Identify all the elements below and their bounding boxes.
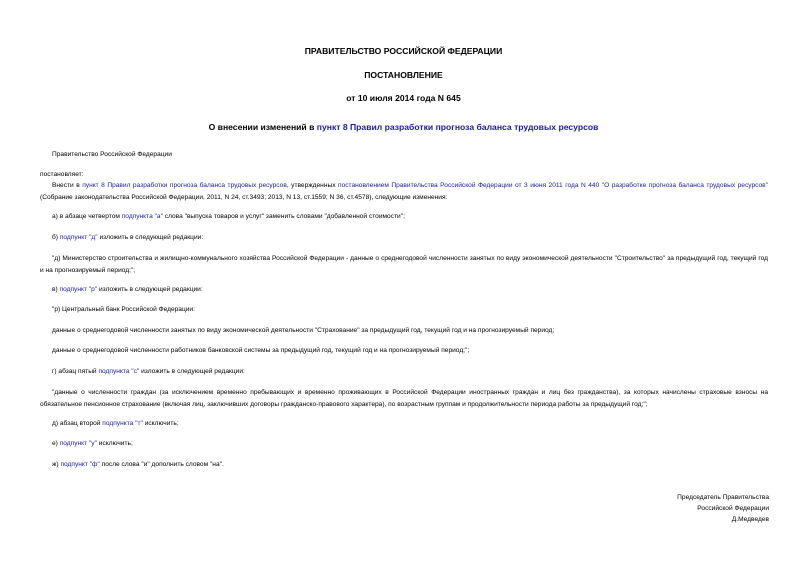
item-g-link[interactable]: подпункта "с" <box>98 368 140 375</box>
title-link[interactable]: пункт 8 Правил разработки прогноза баланса трудовых ресурсов <box>316 122 599 132</box>
item-v-post: изложить в следующей редакции: <box>97 286 203 293</box>
item-zh <box>40 459 768 471</box>
item-dd-text: д) абзац второй <box>52 420 103 427</box>
item-e <box>40 438 768 450</box>
item-g <box>40 366 768 378</box>
item-v <box>40 284 768 296</box>
resolves-paragraph: постановляет: <box>40 171 84 178</box>
signature-name: Д.Медведев <box>731 516 769 523</box>
signature-country: Российской Федерации <box>697 505 769 512</box>
item-b-post: изложить в следующей редакции: <box>97 234 204 241</box>
item-g-post: изложить в следующей редакции: <box>139 368 245 375</box>
subitem-r-item1: данные о среднегодовой численности занятых по виду экономической деятельности "Страхование" за предыдущий год, текущий год и на прогнозируемый период; <box>52 327 555 334</box>
intro-paragraph: Правительство Российской Федерации <box>52 151 172 158</box>
title-prefix: О внесении изменений в <box>208 122 317 132</box>
signature-position: Председатель Правительства <box>677 494 769 501</box>
document-type: ПОСТАНОВЛЕНИЕ <box>364 70 443 80</box>
item-b <box>40 232 768 244</box>
item-dd <box>40 418 768 430</box>
government-heading: ПРАВИТЕЛЬСТВО РОССИЙСКОЙ ФЕДЕРАЦИИ <box>304 46 503 56</box>
item-dd-post: исключить; <box>142 420 179 427</box>
item-e-link[interactable]: подпункт "у" <box>59 440 97 447</box>
item-v-link[interactable]: подпункт "р" <box>59 286 98 293</box>
item-a-text: а) в абзаце четвертом <box>52 213 122 220</box>
item-zh-post: после слова "и" дополнить словом "на". <box>99 461 224 468</box>
main-link-resolution[interactable]: постановлением Правительства Российской Федерации от 3 июня 2011 года N 440 "О разработке прогноза баланса трудовых ресурсов" <box>338 182 769 189</box>
item-a-link[interactable]: подпункта "а" <box>121 213 163 220</box>
item-e-post: исключить; <box>96 440 133 447</box>
item-zh-text: ж) <box>52 461 61 468</box>
item-g-text: г) абзац пятый <box>52 368 99 375</box>
signature-block <box>677 492 769 525</box>
subitem-s-text: "данные о численности граждан (за исключением временно пребывающих и временно проживающих в Российской Федерации иностранных граждан и лиц без гражданства), за которых начислены страховые взносы на обязательное пенсионное страхование (включая лиц, заключивших договоры гражданско-правового характера), по возрастным группам и продолжительности периода работы за предыдущий год;"; <box>40 389 768 409</box>
document-title <box>0 122 807 132</box>
main-link-rules[interactable]: пункт 8 Правил разработки прогноза баланса трудовых ресурсов <box>82 182 287 189</box>
main-text-c: (Собрание законодательства Российской Федерации, 2011, N 24, ст.3493; 2013, N 13, ст.1559; N 36, ст.4578), следующие изменения: <box>40 194 448 202</box>
item-b-link[interactable]: подпункт "д" <box>59 234 98 241</box>
item-dd-link[interactable]: подпункта "т" <box>102 420 143 427</box>
item-v-text: в) <box>52 286 60 293</box>
item-b-text: б) <box>52 234 60 241</box>
main-text-b: , утвержденных <box>286 182 338 189</box>
item-a-post: слова "выпуска товаров и услуг" заменить словами "добавленной стоимости"; <box>162 213 405 220</box>
subitem-d-text: "д) Министерство строительства и жилищно-коммунального хозяйства Российской Федерации - данные о среднегодовой численности занятых по виду экономической деятельности "Строительство" за предыдущий год, текущий год и на прогнозируемый период;"; <box>40 255 768 275</box>
subitem-r-text: "р) Центральный банк Российской Федерации: <box>52 306 195 313</box>
item-a <box>40 211 768 223</box>
main-paragraph <box>40 180 768 204</box>
item-zh-link[interactable]: подпункт "ф" <box>60 461 100 468</box>
main-text-a: Внести в <box>52 182 83 189</box>
document-date: от 10 июля 2014 года N 645 <box>346 93 461 103</box>
subitem-r-item2: данные о среднегодовой численности работников банковской системы за предыдущий год, текущий год и на прогнозируемый период;"; <box>52 347 470 354</box>
item-e-text: е) <box>52 440 60 447</box>
